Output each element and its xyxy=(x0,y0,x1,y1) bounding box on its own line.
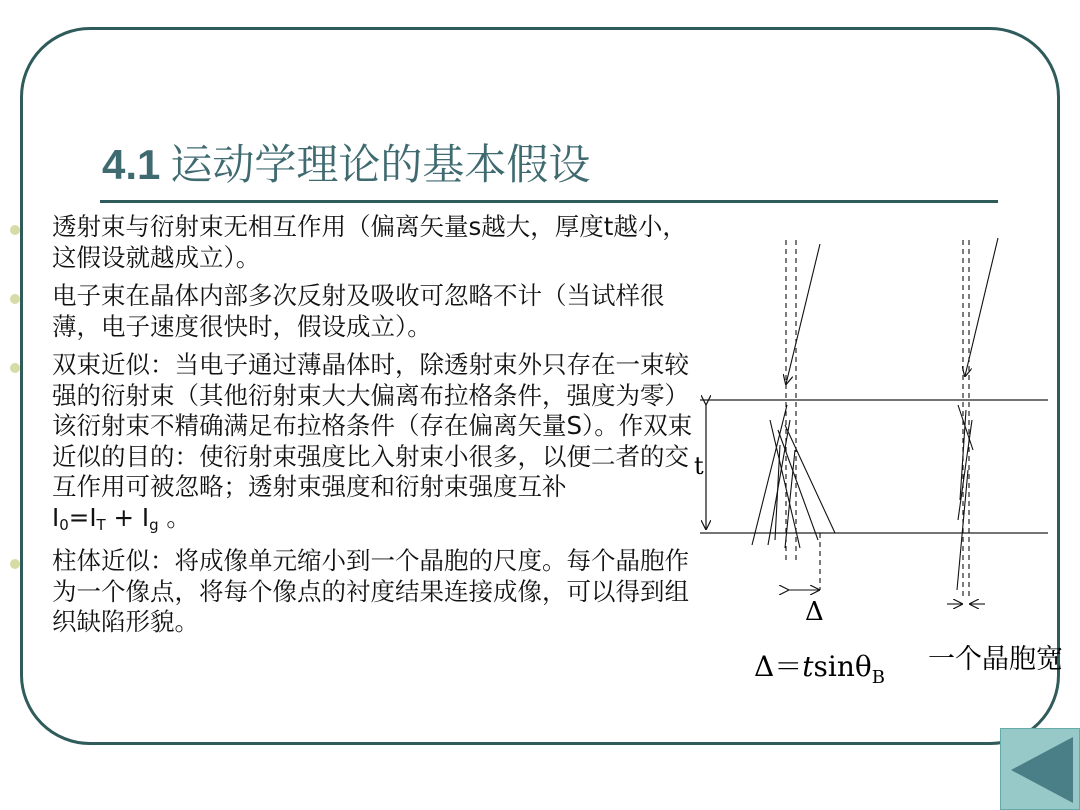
delta-label: Δ xyxy=(805,597,824,627)
delta-formula: Δ＝tsinθ$_B$ xyxy=(754,650,885,688)
bullet-text: 柱体近似：将成像单元缩小到一个晶胞的尺度。每个晶胞作为一个像点，将每个像点的衬度结果连接成像，可以得到组织缺陷形貌。 xyxy=(52,546,689,636)
previous-slide-button[interactable] xyxy=(1000,728,1080,810)
incident-beam xyxy=(965,238,998,376)
unit-cell-label: 一个晶胞宽 xyxy=(928,644,1063,675)
title-text: 运动学理论的基本假设 xyxy=(170,140,591,189)
bullet-text: 透射束与衍射束无相互作用（偏离矢量s越大，厚度t越小，这假设就越成立）。 xyxy=(52,212,687,272)
left-column xyxy=(752,240,835,590)
intensity-formula: $I_0=I_T + I_g$ 。 xyxy=(52,502,191,534)
incident-beam xyxy=(786,244,820,384)
right-column xyxy=(947,238,998,604)
bullet-text: 双束近似：当电子通过薄晶体时，除透射束外只存在一束较强的衍射束（其他衍射束大大偏离布拉格条件，强度为零）该衍射束不精确满足布拉格条件（存在偏离矢量S）。作双束近似的目的：使衍射束强度比入射束小很多，以便二者的交互作用可被忽略；透射束强度和衍射束强度互补 xyxy=(52,350,693,501)
thickness-label: t xyxy=(694,452,704,480)
title-number: 4.1 xyxy=(102,141,161,188)
bullet-text: 电子束在晶体内部多次反射及吸收可忽略不计（当试样很薄，电子速度很快时，假设成立）。 xyxy=(52,281,665,341)
left-arrow-icon xyxy=(1011,737,1073,803)
